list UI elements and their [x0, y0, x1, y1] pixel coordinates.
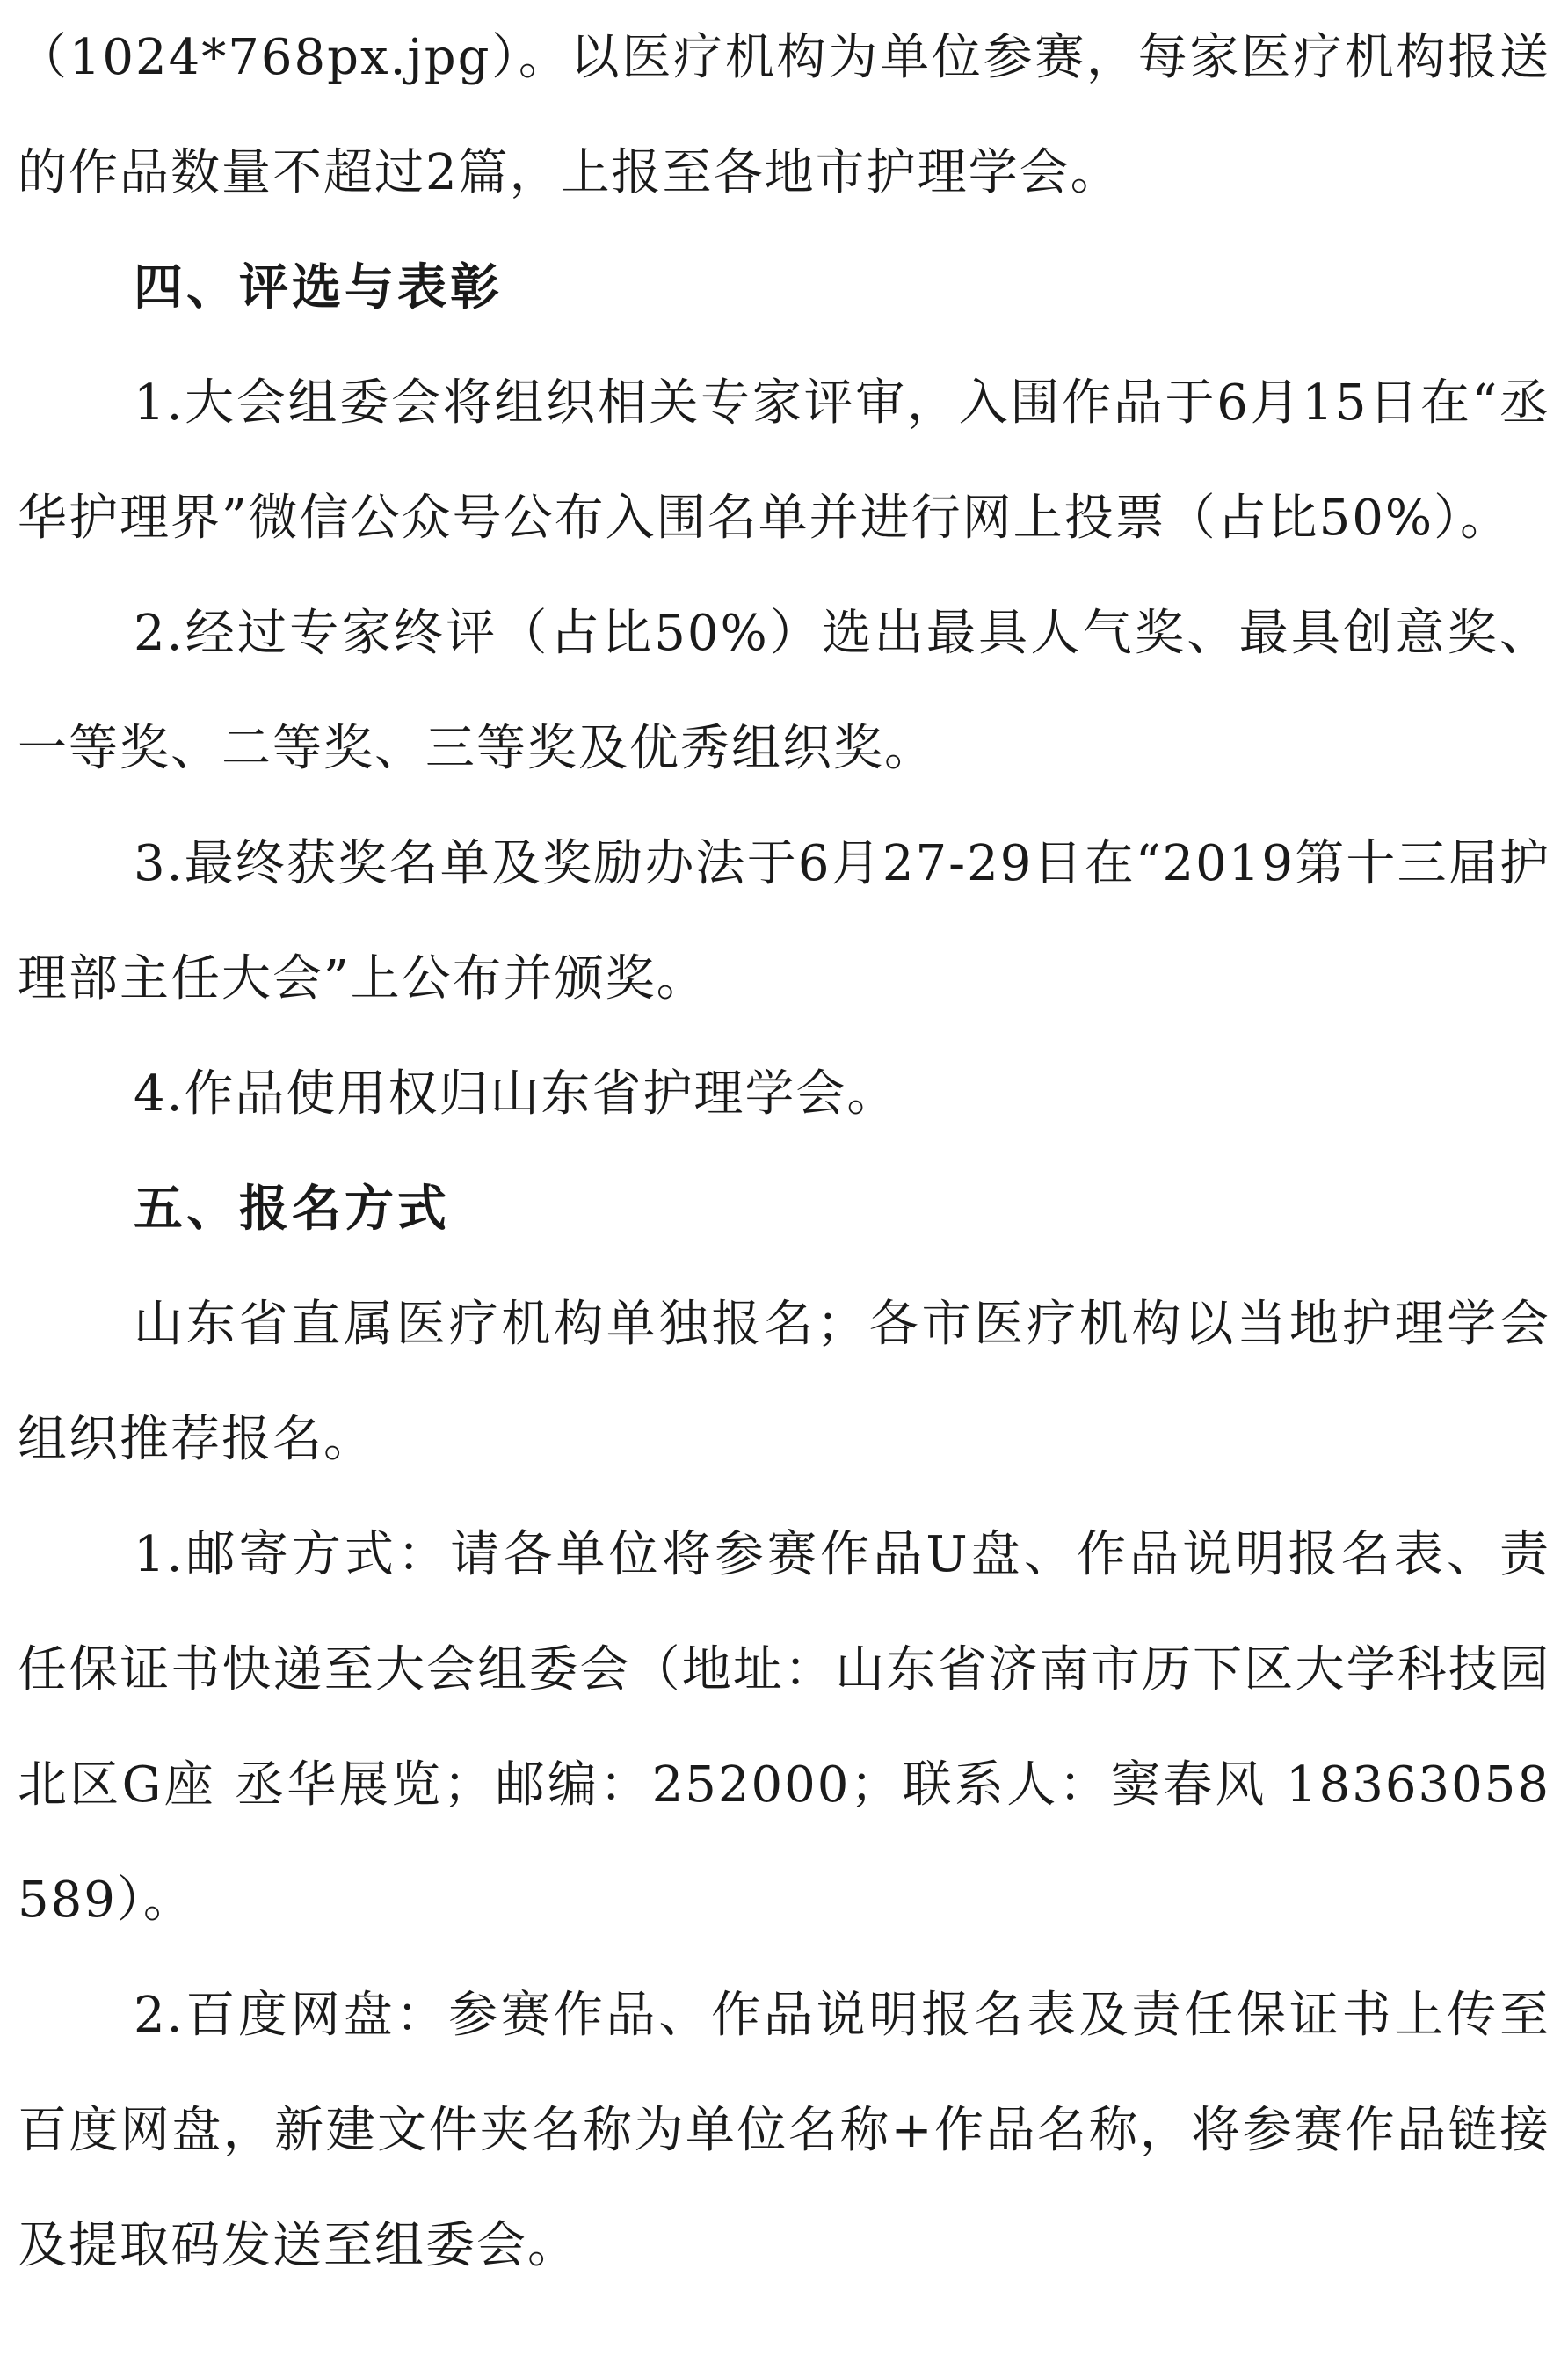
- section-4-item-4: 4.作品使用权归山东省护理学会。: [134, 1065, 898, 1123]
- section-5-heading: 五、报名方式: [134, 1181, 450, 1238]
- section-5-item-1: 1.邮寄方式：请各单位将参赛作品U盘、作品说明报名表、责任保证书快递至大会组委会（地址：山东省济南市历下区大学科技园北区G座 丞华展览；邮编：252000；联系人：窦春风 18363058589）。: [18, 1526, 1550, 1929]
- section-5-item-2: 2.百度网盘：参赛作品、作品说明报名表及责任保证书上传至百度网盘，新建文件夹名称为单位名称+作品名称，将参赛作品链接及提取码发送至组委会。: [18, 1987, 1550, 2274]
- section-4-item-3: 3.最终获奖名单及奖励办法于6月27-29日在“2019第十三届护理部主任大会”上公布并颁奖。: [18, 835, 1550, 1007]
- section-4-item-2: 2.经过专家终评（占比50%）选出最具人气奖、最具创意奖、一等奖、二等奖、三等奖及优秀组织奖。: [18, 605, 1550, 777]
- section-5-intro: 山东省直属医疗机构单独报名；各市医疗机构以当地护理学会组织推荐报名。: [18, 1296, 1550, 1468]
- section-4-item-1: 1.大会组委会将组织相关专家评审，入围作品于6月15日在“丞华护理界”微信公众号公布入围名单并进行网上投票（占比50%）。: [18, 374, 1550, 547]
- intro-paragraph: （1024*768px.jpg）。以医疗机构为单位参赛，每家医疗机构报送的作品数量不超过2篇，上报至各地市护理学会。: [18, 29, 1550, 201]
- section-4-heading: 四、评选与表彰: [134, 259, 503, 316]
